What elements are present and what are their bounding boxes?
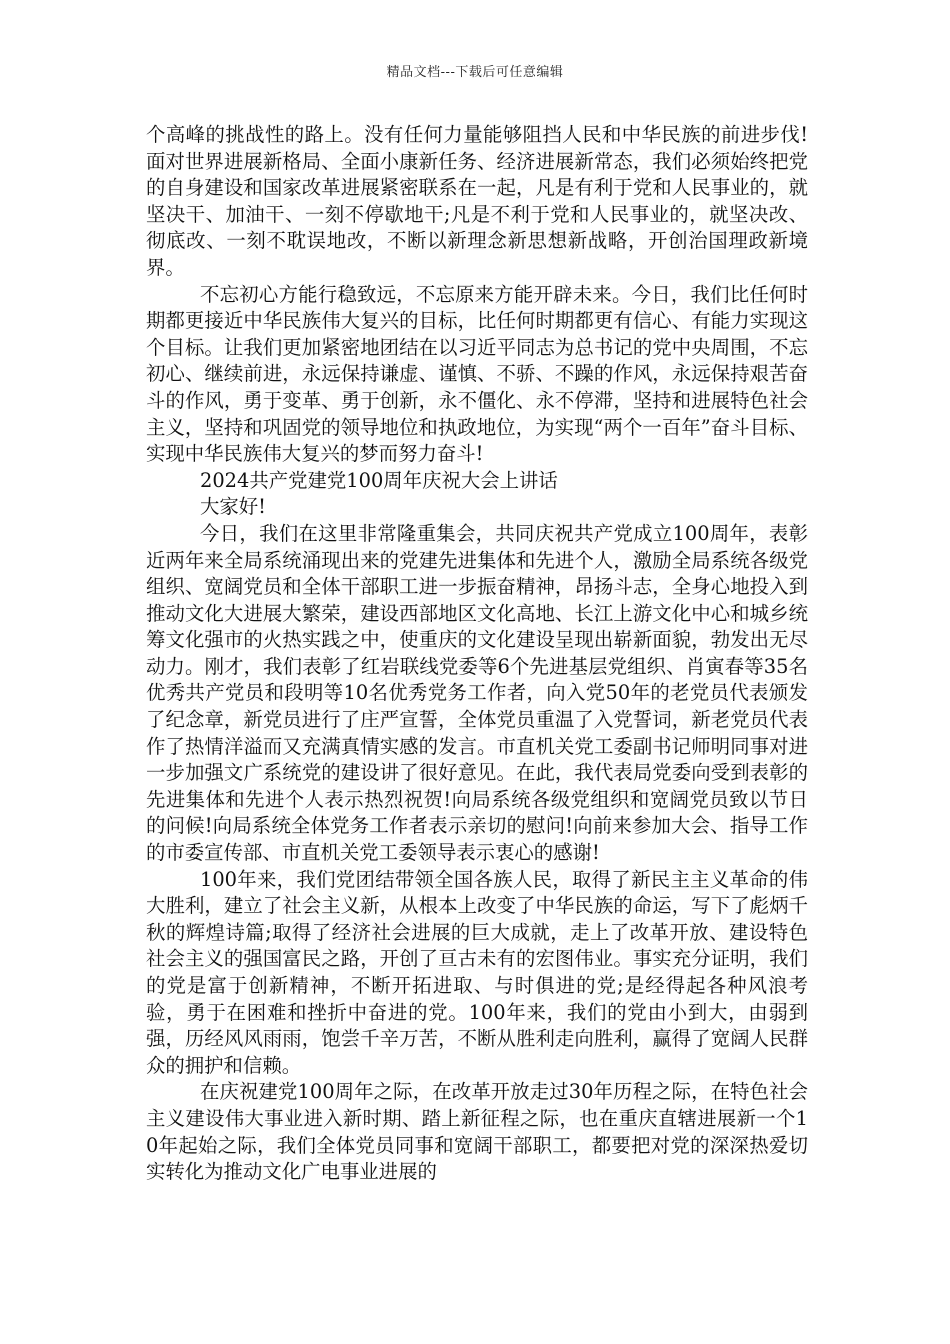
paragraph-gathering: 今日，我们在这里非常隆重集会，共同庆祝共产党成立100周年，表彰近两年来全局系统涌现出来的党建先进集体和先进个人，激励全局系统各级党组织、宽阔党员和全体干部职工进一步振奋精神，昂扬斗志，全身心地投入到推动文化大进展大繁荣，建设西部地区文化高地、长江上游文化中心和城乡统筹文化强市的火热实践之中，使重庆的文化建设呈现出崭新面貌，勃发出无尽动力。刚才，我们表彰了红岩联线党委等6个先进基层党组织、肖寅春等35名优秀共产党员和段明等10名优秀党务工作者，向入党50年的老党员代表颁发了纪念章，新党员进行了庄严宣誓，全体党员重温了入党誓词，新老党员代表作了热情洋溢而又充满真情实感的发言。市直机关党工委副书记师明同事对进一步加强文广系统党的建设讲了很好意见。在此，我代表局党委向受到表彰的先进集体和先进个人表示热烈祝贺!向局系统各级党组织和宽阔党员致以节日的问候!向局系统全体党务工作者表示亲切的慰问!向前来参加大会、指导工作的市委宣传部、市直机关党工委领导表示衷心的感谢! [146,521,808,865]
paragraph-continuation: 个高峰的挑战性的路上。没有任何力量能够阻挡人民和中华民族的前进步伐!面对世界进展新格局、全面小康新任务、经济进展新常态，我们必须始终把党的自身建设和国家改革进展紧密联系在一起，凡是有利于党和人民事业的，就坚决干、加油干、一刻不停歇地干;凡是不利于党和人民事业的，就坚决改、彻底改、一刻不耽误地改，不断以新理念新思想新战略，开创治国理政新境界。 [146,123,808,279]
document-body [146,122,808,1186]
speech-title: 2024共产党建党100周年庆祝大会上讲话 [200,468,558,492]
greeting: 大家好! [200,495,266,519]
paragraph-never-forget: 不忘初心方能行稳致远，不忘原来方能开辟未来。今日，我们比任何时期都更接近中华民族伟大复兴的目标，比任何时期都更有信心、有能力实现这个目标。让我们更加紧密地团结在以习近平同志为总书记的党中央周围，不忘初心、继续前进，永远保持谦虚、谨慎、不骄、不躁的作风，永远保持艰苦奋斗的作风，勇于变革、勇于创新，永不僵化、永不停滞，坚持和进展特色社会主义，坚持和巩固党的领导地位和执政地位，为实现“两个一百年”奋斗目标、实现中华民族伟大复兴的梦而努力奋斗! [146,282,808,466]
page-header: 精品文档---下载后可任意编辑 [386,65,564,80]
paragraph-100-years: 100年来，我们党团结带领全国各族人民，取得了新民主主义革命的伟大胜利，建立了社会主义新，从根本上改变了中华民族的命运，写下了彪炳千秋的辉煌诗篇;取得了经济社会进展的巨大成就，走上了改革开放、建设特色社会主义的强国富民之路，开创了亘古未有的宏图伟业。事实充分证明，我们的党是富于创新精神，不断开拓进取、与时俱进的党;是经得起各种风浪考验，勇于在困难和挫折中奋进的党。100年来，我们的党由小到大，由弱到强，历经风风雨雨，饱尝千辛万苦，不断从胜利走向胜利，赢得了宽阔人民群众的拥护和信赖。 [146,867,808,1077]
paragraph-anniversary: 在庆祝建党100周年之际，在改革开放走过30年历程之际，在特色社会主义建设伟大事业进入新时期、踏上新征程之际，也在重庆直辖进展新一个10年起始之际，我们全体党员同事和宽阔干部职工，都要把对党的深深热爱切实转化为推动文化广电事业进展的 [146,1080,808,1184]
